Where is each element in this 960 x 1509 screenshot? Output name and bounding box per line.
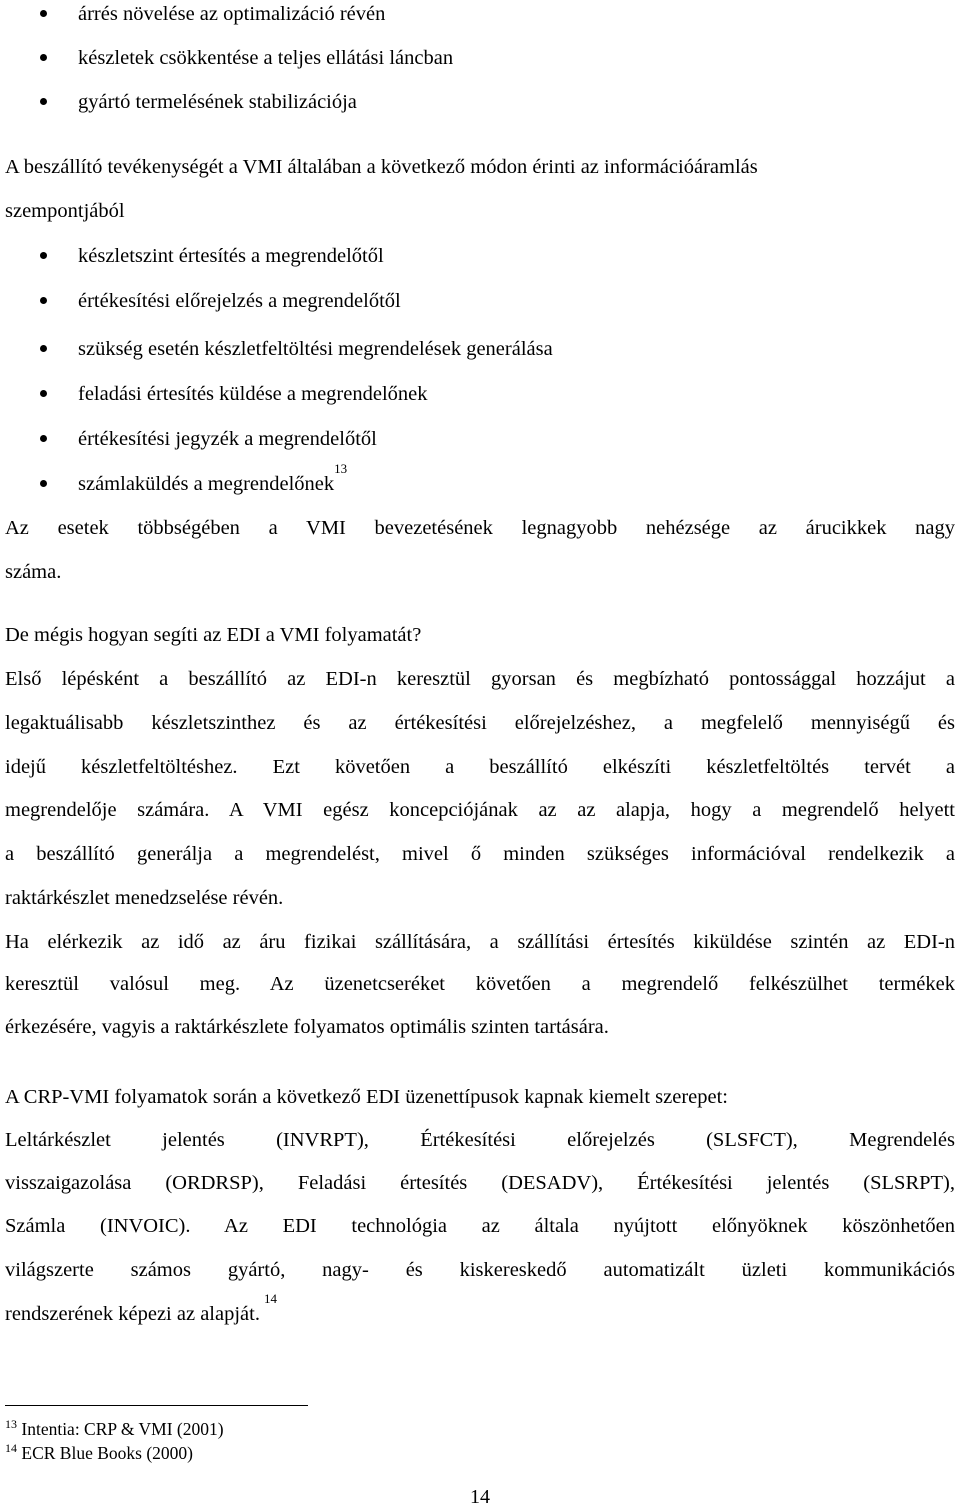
bullet-icon — [40, 480, 47, 487]
bullet-icon — [40, 54, 47, 61]
footnote-text: Intentia: CRP & VMI (2001) — [21, 1419, 224, 1439]
list-item: gyártó termelésének stabilizációja — [78, 91, 357, 113]
bullet-icon — [40, 297, 47, 304]
list-item: szükség esetén készletfeltöltési megrendelések generálása — [78, 338, 553, 360]
list-item: értékesítési jegyzék a megrendelőtől — [78, 428, 377, 450]
paragraph-line: Számla (INVOIC). Az EDI technológia az általa nyújtott előnyöknek köszönhetően — [5, 1215, 955, 1237]
paragraph-line: Ha elérkezik az idő az áru fizikai szállítására, a szállítási értesítés kiküldése szintén az EDI-n — [5, 931, 955, 953]
question-line: De mégis hogyan segíti az EDI a VMI folyamatát? — [5, 624, 422, 646]
paragraph-line — [5, 1291, 277, 1326]
bullet-icon — [40, 98, 47, 105]
list-item: árrés növelése az optimalizáció révén — [78, 3, 386, 25]
paragraph-line: a beszállító generálja a megrendelést, mivel ő minden szükséges információval rendelkezik a — [5, 843, 955, 865]
footnote-separator — [5, 1405, 308, 1406]
paragraph-line: Első lépésként a beszállító az EDI-n keresztül gyorsan és megbízható pontossággal hozzájut a — [5, 668, 955, 690]
intro-line: szempontjából — [5, 200, 125, 222]
paragraph-line: megrendelője számára. A VMI egész koncepciójának az az alapja, hogy a megrendelő helyett — [5, 799, 955, 821]
intro-line: A beszállító tevékenységét a VMI általában a következő módon érinti az információáramlás — [5, 156, 758, 178]
footnote-ref: 13 — [334, 461, 348, 476]
footnote-number: 13 — [5, 1417, 17, 1432]
paragraph-line: Az esetek többségében a VMI bevezetésének legnagyobb nehézsége az árucikkek nagy — [5, 517, 955, 539]
footnote-ref: 14 — [263, 1291, 277, 1306]
list-item-text: számlaküldés a megrendelőnek — [78, 473, 335, 495]
paragraph-line: idejű készletfeltöltéshez. Ezt követően a beszállító elkészíti készletfeltöltés tervét a — [5, 756, 955, 778]
list-item — [78, 461, 348, 496]
list-item: készletek csökkentése a teljes ellátási láncban — [78, 47, 454, 69]
footnote-text: ECR Blue Books (2000) — [21, 1443, 193, 1463]
footnote-number: 14 — [5, 1441, 17, 1456]
bullet-icon — [40, 435, 47, 442]
page-number: 14 — [470, 1486, 490, 1508]
list-item: feladási értesítés küldése a megrendelőnek — [78, 383, 428, 405]
paragraph-text: rendszerének képezi az alapját. — [5, 1303, 260, 1325]
bullet-icon — [40, 390, 47, 397]
paragraph-line: raktárkészlet menedzselése révén. — [5, 887, 284, 909]
footnote — [5, 1418, 224, 1440]
paragraph-line: legaktuálisabb készletszinthez és az értékesítési előrejelzéshez, a megfelelő mennyiségű és — [5, 712, 955, 734]
paragraph-line: világszerte számos gyártó, nagy- és kiskereskedő automatizált üzleti kommunikációs — [5, 1259, 955, 1281]
bullet-icon — [40, 252, 47, 259]
paragraph-line: érkezésére, vagyis a raktárkészlete folyamatos optimális szinten tartására. — [5, 1016, 609, 1038]
paragraph-line: Leltárkészlet jelentés (INVRPT), Értékesítési előrejelzés (SLSFCT), Megrendelés — [5, 1129, 955, 1151]
list-item: értékesítési előrejelzés a megrendelőtől — [78, 290, 401, 312]
footnote — [5, 1442, 193, 1464]
paragraph-line: A CRP-VMI folyamatok során a következő EDI üzenettípusok kapnak kiemelt szerepet: — [5, 1086, 728, 1108]
paragraph-line: keresztül valósul meg. Az üzenetcseréket követően a megrendelő felkészülhet termékek — [5, 973, 955, 995]
paragraph-line: száma. — [5, 561, 62, 583]
list-item: készletszint értesítés a megrendelőtől — [78, 245, 384, 267]
bullet-icon — [40, 10, 47, 17]
paragraph-line: visszaigazolása (ORDRSP), Feladási értesítés (DESADV), Értékesítési jelentés (SLSRPT), — [5, 1172, 955, 1194]
bullet-icon — [40, 345, 47, 352]
